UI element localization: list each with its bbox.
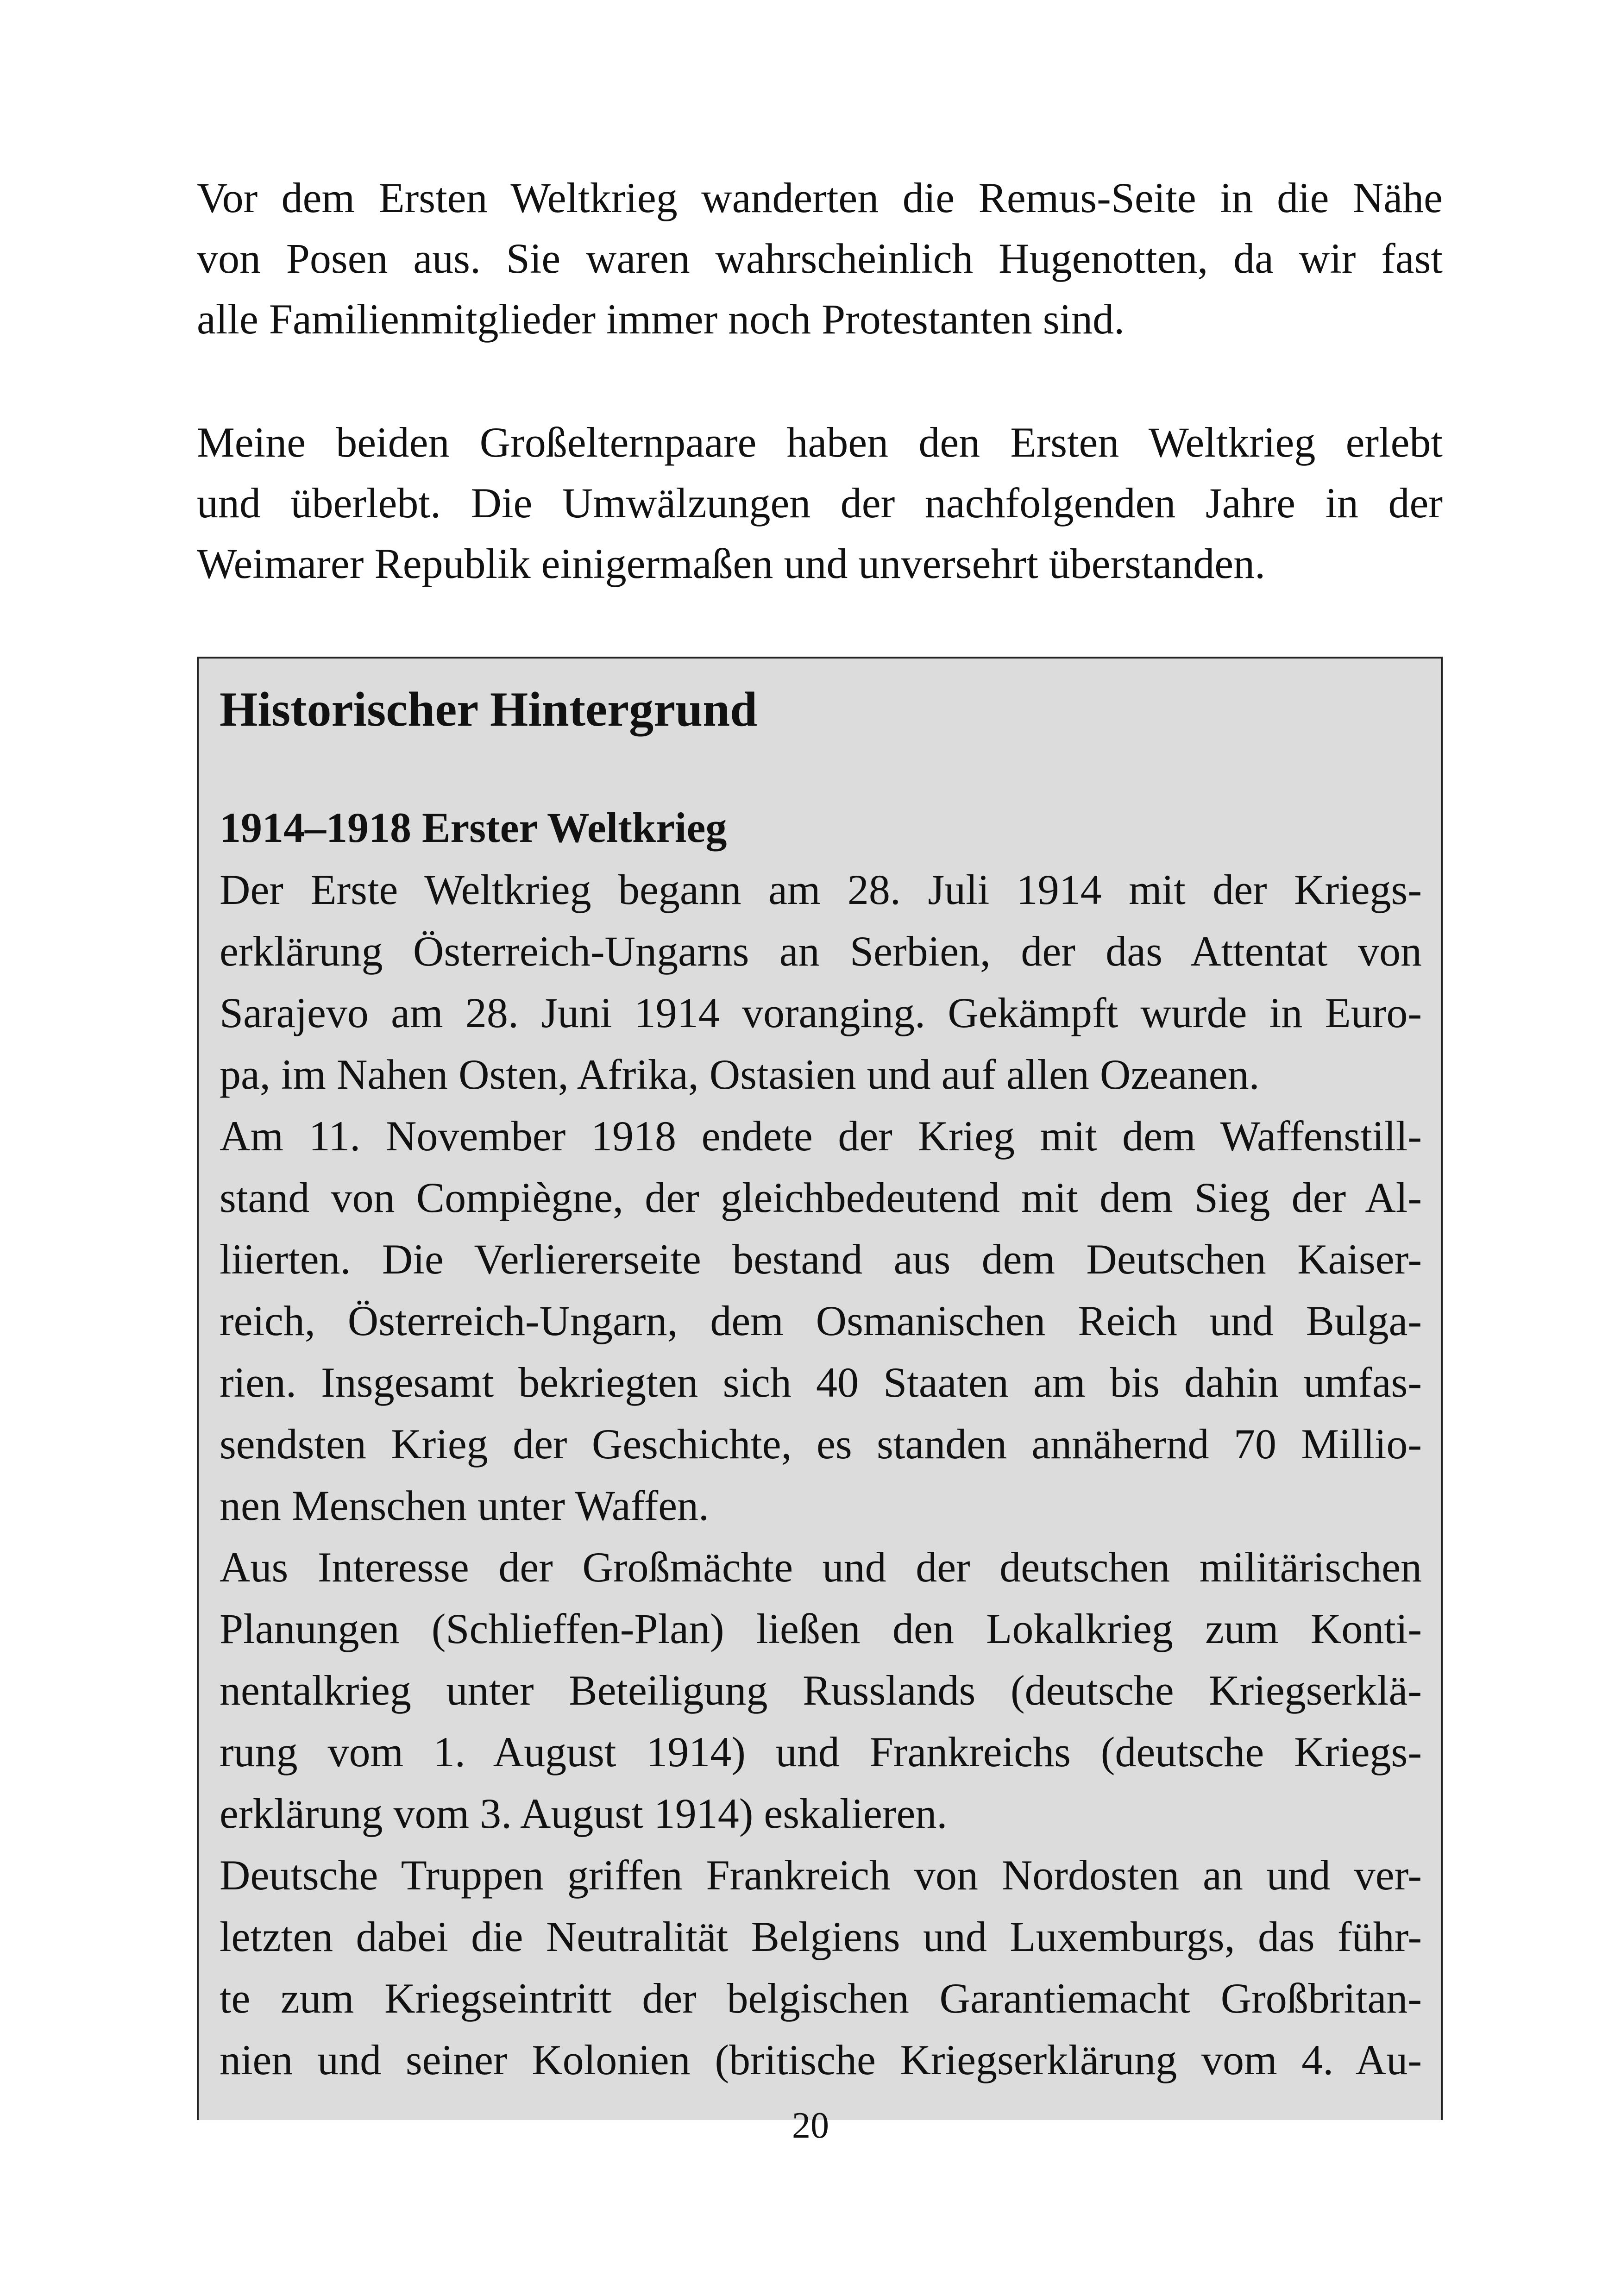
text-line: liierten. Die Verliererseite bestand aus dem Deutschen Kaiser- — [220, 1236, 1422, 1283]
text-line: pa, im Nahen Osten, Afrika, Ostasien und auf allen Ozeanen. — [220, 1051, 1260, 1098]
text-line: stand von Compiègne, der gleichbedeutend mit dem Sieg der Al- — [220, 1174, 1422, 1221]
text-line: nien und seiner Kolonien (britische Kriegserklärung vom 4. Au- — [220, 2036, 1422, 2083]
text-line: nen Menschen unter Waffen. — [220, 1482, 710, 1529]
text-line: Der Erste Weltkrieg begann am 28. Juli 1914 mit der Kriegs- — [220, 866, 1422, 913]
text-line: rung vom 1. August 1914) und Frankreichs (deutsche Kriegs- — [220, 1728, 1422, 1775]
text-line: Meine beiden Großelternpaare haben den Ersten Weltkrieg erlebt — [197, 419, 1443, 466]
text-line: Weimarer Republik einigermaßen und unversehrt überstanden. — [197, 540, 1266, 587]
paragraph-1 — [197, 168, 1443, 350]
text-line: reich, Österreich-Ungarn, dem Osmanischen Reich und Bulga- — [220, 1297, 1422, 1344]
text-line: erklärung vom 3. August 1914) eskalieren. — [220, 1790, 948, 1837]
text-line: und überlebt. Die Umwälzungen der nachfolgenden Jahre in der — [197, 479, 1443, 527]
text-line: Am 11. November 1918 endete der Krieg mit dem Waffenstill- — [220, 1112, 1422, 1160]
historical-background-box — [197, 657, 1443, 2120]
text-line: sendsten Krieg der Geschichte, es standen annähernd 70 Millio- — [220, 1420, 1422, 1468]
text-line: erklärung Österreich-Ungarns an Serbien, der das Attentat von — [220, 928, 1422, 975]
text-line: nentalkrieg unter Beteiligung Russlands (deutsche Kriegserklä- — [220, 1667, 1422, 1714]
text-line: alle Familienmitglieder immer noch Protestanten sind. — [197, 295, 1125, 343]
paragraph-2 — [197, 412, 1443, 594]
box-title: Historischer Hintergrund — [220, 682, 758, 736]
box-subtitle: 1914–1918 Erster Weltkrieg — [220, 804, 727, 851]
text-line: Planungen (Schlieffen-Plan) ließen den Lokalkrieg zum Konti- — [220, 1605, 1422, 1652]
box-body-text — [220, 859, 1422, 2091]
text-line: Sarajevo am 28. Juni 1914 voranging. Gekämpft wurde in Euro- — [220, 989, 1422, 1036]
text-line: von Posen aus. Sie waren wahrscheinlich Hugenotten, da wir fast — [197, 235, 1443, 282]
page-number: 20 — [792, 2105, 829, 2146]
text-line: Deutsche Truppen griffen Frankreich von Nordosten an und ver- — [220, 1851, 1422, 1899]
text-line: Vor dem Ersten Weltkrieg wanderten die Remus-Seite in die Nähe — [197, 174, 1443, 221]
text-line: te zum Kriegseintritt der belgischen Garantiemacht Großbritan- — [220, 1975, 1422, 2022]
text-line: Aus Interesse der Großmächte und der deutschen militärischen — [220, 1543, 1422, 1591]
text-line: rien. Insgesamt bekriegten sich 40 Staaten am bis dahin umfas- — [220, 1359, 1422, 1406]
text-line: letzten dabei die Neutralität Belgiens und Luxemburgs, das führ- — [220, 1913, 1422, 1960]
